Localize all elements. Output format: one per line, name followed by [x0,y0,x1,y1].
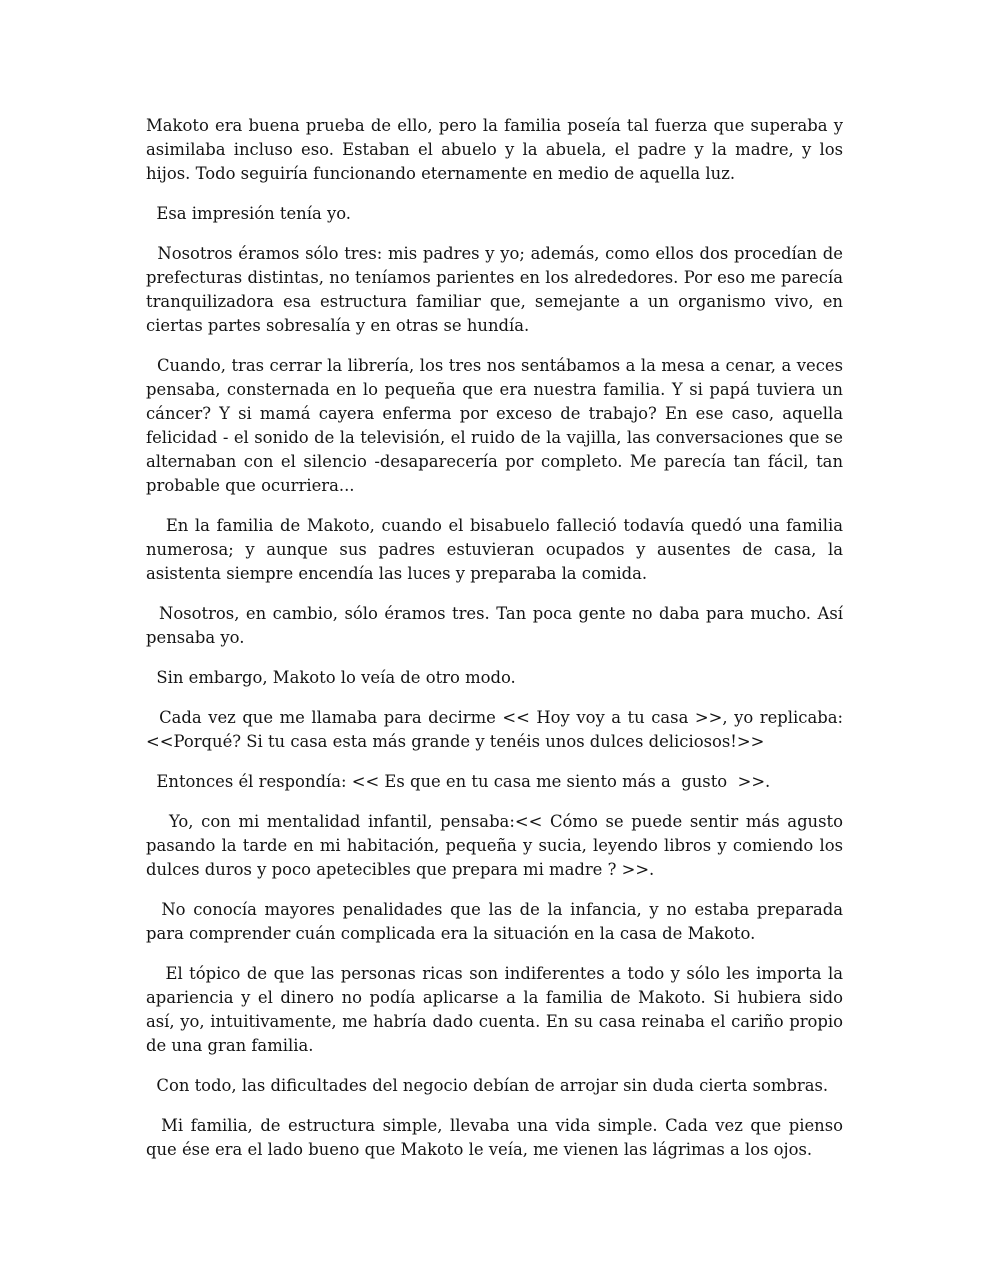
paragraph: Cada vez que me llamaba para decirme << Hoy voy a tu casa >>, yo replicaba: <<Porqué? Si tu casa esta más grande y tenéis unos dulces deliciosos!>> [146,708,849,751]
paragraph: Mi familia, de estructura simple, llevaba una vida simple. Cada vez que pienso que ése era el lado bueno que Makoto le veía, me vienen las lágrimas a los ojos. [146,1116,849,1159]
paragraph: En la familia de Makoto, cuando el bisabuelo falleció todavía quedó una familia numerosa; y aunque sus padres estuvieran ocupados y ausentes de casa, la asistenta siempre encendía las luces y preparaba la comida. [146,516,849,583]
paragraph: Entonces él respondía: << Es que en tu casa me siento más a gusto >>. [146,772,771,791]
document-page [146,114,849,1178]
paragraph: Makoto era buena prueba de ello, pero la familia poseía tal fuerza que superaba y asimilaba incluso eso. Estaban el abuelo y la abuela, el padre y la madre, y los hijos. Todo seguiría funcionando eternamente en medio de aquella luz. [146,116,849,183]
paragraph: Cuando, tras cerrar la librería, los tres nos sentábamos a la mesa a cenar, a veces pensaba, consternada en lo pequeña que era nuestra familia. Y si papá tuviera un cáncer? Y si mamá cayera enferma por exceso de trabajo? En ese caso, aquella felicidad - el sonido de la televisión, el ruido de la vajilla, las conversaciones que se alternaban con el silencio -desaparecería por completo. Me parecía tan fácil, tan probable que ocurriera... [146,356,849,495]
paragraph: Nosotros, en cambio, sólo éramos tres. Tan poca gente no daba para mucho. Así pensaba yo. [146,604,849,647]
paragraph: El tópico de que las personas ricas son indiferentes a todo y sólo les importa la apariencia y el dinero no podía aplicarse a la familia de Makoto. Si hubiera sido así, yo, intuitivamente, me habría dado cuenta. En su casa reinaba el cariño propio de una gran familia. [146,964,849,1055]
paragraph: Nosotros éramos sólo tres: mis padres y yo; además, como ellos dos procedían de prefecturas distintas, no teníamos parientes en los alrededores. Por eso me parecía tranquilizadora esa estructura familiar que, semejante a un organismo vivo, en ciertas partes sobresalía y en otras se hundía. [146,244,849,335]
paragraph: No conocía mayores penalidades que las de la infancia, y no estaba preparada para comprender cuán complicada era la situación en la casa de Makoto. [146,900,849,943]
paragraph: Yo, con mi mentalidad infantil, pensaba:<< Cómo se puede sentir más agusto pasando la tarde en mi habitación, pequeña y sucia, leyendo libros y comiendo los dulces duros y poco apetecibles que prepara mi madre ? >>. [146,812,849,879]
paragraph: Sin embargo, Makoto lo veía de otro modo. [146,668,516,687]
paragraph: Con todo, las dificultades del negocio debían de arrojar sin duda cierta sombras. [146,1076,829,1095]
paragraph: Esa impresión tenía yo. [146,204,351,223]
